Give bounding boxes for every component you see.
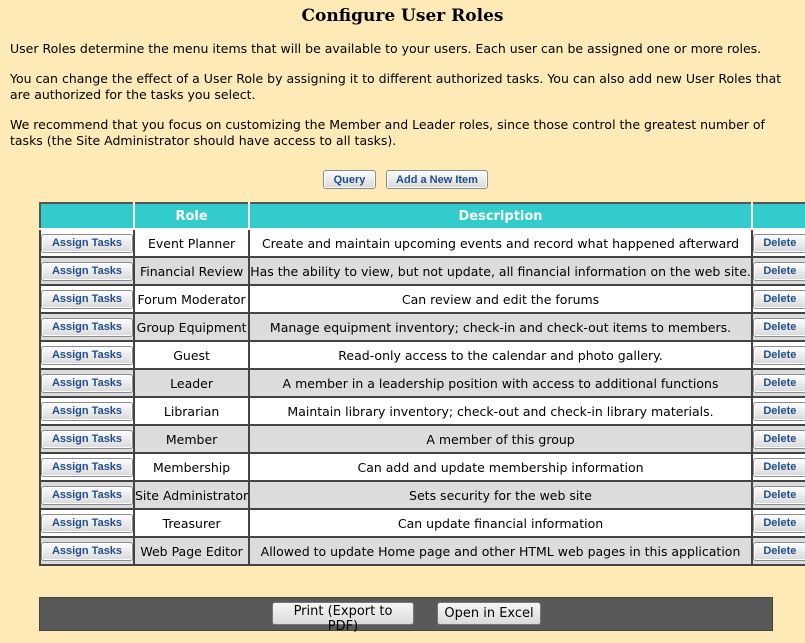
table-row — [40, 481, 805, 509]
delete-cell — [752, 369, 805, 397]
header-role: Role — [134, 203, 249, 229]
role-name: Member — [134, 425, 249, 453]
delete-cell — [752, 285, 805, 313]
query-button[interactable]: Query — [323, 170, 376, 189]
delete-cell — [752, 481, 805, 509]
role-name: Treasurer — [134, 509, 249, 537]
table-row — [40, 369, 805, 397]
assign-cell — [40, 229, 134, 257]
delete-button[interactable]: Delete — [753, 290, 805, 309]
assign-cell — [40, 313, 134, 341]
assign-cell — [40, 453, 134, 481]
assign-tasks-button[interactable]: Assign Tasks — [41, 290, 133, 309]
assign-cell — [40, 369, 134, 397]
delete-button[interactable]: Delete — [753, 430, 805, 449]
role-name: Membership — [134, 453, 249, 481]
delete-button[interactable]: Delete — [753, 262, 805, 281]
role-description: Read-only access to the calendar and photo gallery. — [249, 341, 752, 369]
delete-button[interactable]: Delete — [753, 402, 805, 421]
assign-tasks-button[interactable]: Assign Tasks — [41, 374, 133, 393]
delete-button[interactable]: Delete — [753, 486, 805, 505]
delete-cell — [752, 257, 805, 285]
role-description: A member of this group — [249, 425, 752, 453]
table-row — [40, 509, 805, 537]
print-export-pdf-button[interactable]: Print (Export to PDF) — [272, 602, 414, 625]
role-name: Leader — [134, 369, 249, 397]
assign-tasks-button[interactable]: Assign Tasks — [41, 262, 133, 281]
role-name: Forum Moderator — [134, 285, 249, 313]
role-description: Manage equipment inventory; check-in and check-out items to members. — [249, 313, 752, 341]
assign-cell — [40, 481, 134, 509]
role-name: Event Planner — [134, 229, 249, 257]
delete-cell — [752, 341, 805, 369]
assign-cell — [40, 537, 134, 565]
assign-tasks-button[interactable]: Assign Tasks — [41, 402, 133, 421]
table-row — [40, 257, 805, 285]
delete-button[interactable]: Delete — [753, 542, 805, 561]
assign-cell — [40, 397, 134, 425]
role-description: Allowed to update Home page and other HTML web pages in this application — [249, 537, 752, 565]
assign-cell — [40, 341, 134, 369]
assign-cell — [40, 425, 134, 453]
assign-tasks-button[interactable]: Assign Tasks — [41, 486, 133, 505]
delete-button[interactable]: Delete — [753, 346, 805, 365]
table-row — [40, 453, 805, 481]
table-header-row — [40, 203, 805, 229]
role-name: Financial Review — [134, 257, 249, 285]
assign-tasks-button[interactable]: Assign Tasks — [41, 346, 133, 365]
role-description: Sets security for the web site — [249, 481, 752, 509]
role-name: Guest — [134, 341, 249, 369]
page-title: Configure User Roles — [301, 6, 504, 26]
table-row — [40, 285, 805, 313]
role-description: Can add and update membership information — [249, 453, 752, 481]
role-description: Has the ability to view, but not update, all financial information on the web site. — [249, 257, 752, 285]
table-row — [40, 397, 805, 425]
assign-tasks-button[interactable]: Assign Tasks — [41, 234, 133, 253]
role-name: Site Administrator — [134, 481, 249, 509]
assign-tasks-button[interactable]: Assign Tasks — [41, 514, 133, 533]
delete-cell — [752, 397, 805, 425]
assign-tasks-button[interactable]: Assign Tasks — [41, 430, 133, 449]
delete-cell — [752, 229, 805, 257]
role-name: Web Page Editor — [134, 537, 249, 565]
delete-cell — [752, 537, 805, 565]
delete-button[interactable]: Delete — [753, 318, 805, 337]
role-name: Group Equipment — [134, 313, 249, 341]
delete-button[interactable]: Delete — [753, 234, 805, 253]
delete-cell — [752, 313, 805, 341]
role-description: Can update financial information — [249, 509, 752, 537]
table-row — [40, 425, 805, 453]
open-in-excel-button[interactable]: Open in Excel — [437, 602, 541, 625]
role-description: A member in a leadership position with access to additional functions — [249, 369, 752, 397]
role-description: Maintain library inventory; check-out and check-in library materials. — [249, 397, 752, 425]
assign-tasks-button[interactable]: Assign Tasks — [41, 458, 133, 477]
delete-cell — [752, 509, 805, 537]
assign-cell — [40, 509, 134, 537]
role-name: Librarian — [134, 397, 249, 425]
assign-cell — [40, 257, 134, 285]
table-footer — [39, 597, 773, 634]
delete-cell — [752, 453, 805, 481]
assign-cell — [40, 285, 134, 313]
assign-tasks-button[interactable]: Assign Tasks — [41, 318, 133, 337]
header-assign-column — [40, 203, 134, 229]
assign-tasks-button[interactable]: Assign Tasks — [41, 542, 133, 561]
role-description: Create and maintain upcoming events and record what happened afterward — [249, 229, 752, 257]
role-description: Can review and edit the forums — [249, 285, 752, 313]
table-row — [40, 229, 805, 257]
table-row — [40, 313, 805, 341]
intro-paragraph-2: You can change the effect of a User Role by assigning it to different authorized tasks. You can also add new User Roles that are authorized for the tasks you select. — [10, 71, 782, 102]
delete-button[interactable]: Delete — [753, 514, 805, 533]
table-row — [40, 537, 805, 565]
delete-button[interactable]: Delete — [753, 374, 805, 393]
add-new-item-button[interactable]: Add a New Item — [386, 170, 488, 189]
intro-paragraph-3: We recommend that you focus on customizing the Member and Leader roles, since those control the greatest number of tasks (the Site Administrator should have access to all tasks). — [10, 117, 765, 148]
intro-paragraph-1: User Roles determine the menu items that will be available to your users. Each user can be assigned one or more roles. — [10, 41, 762, 56]
header-delete-column — [752, 203, 805, 229]
roles-table — [39, 202, 805, 566]
delete-cell — [752, 425, 805, 453]
delete-button[interactable]: Delete — [753, 458, 805, 477]
header-description: Description — [249, 203, 752, 229]
table-row — [40, 341, 805, 369]
